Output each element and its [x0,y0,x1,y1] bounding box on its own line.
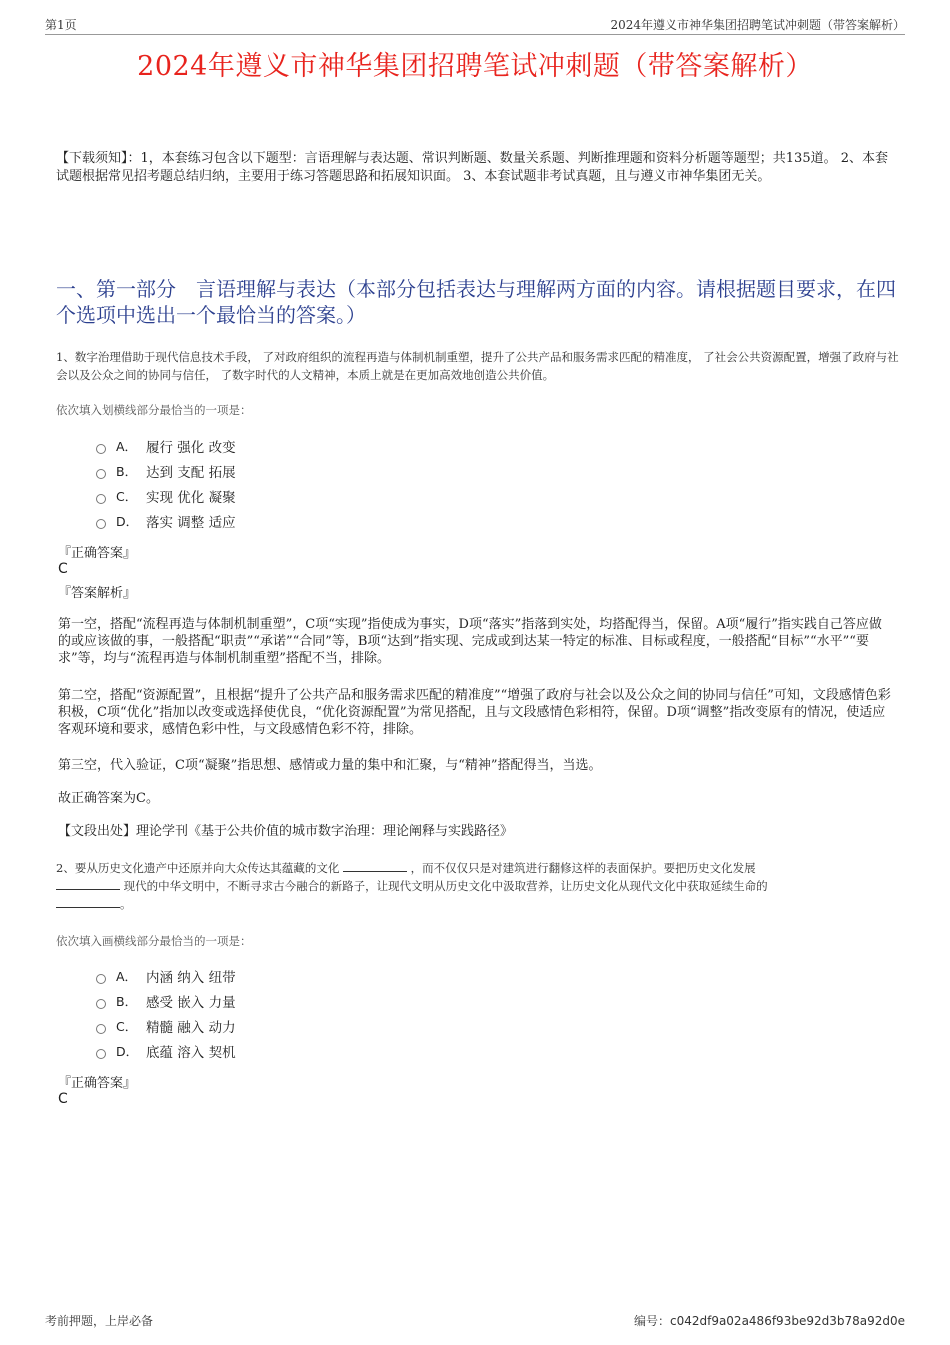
answer-label: 『正确答案』 [58,1076,137,1091]
radio-icon[interactable] [96,494,106,504]
radio-icon[interactable] [96,974,106,984]
analysis-label: 『答案解析』 [58,586,137,601]
radio-icon[interactable] [96,444,106,454]
analysis-conclusion: 故正确答案为C。 [58,791,159,806]
radio-icon[interactable] [96,1049,106,1059]
radio-icon[interactable] [96,1024,106,1034]
download-notice: 【下载须知】：1，本套练习包含以下题型：言语理解与表达题、常识判断题、数量关系题、判断推理题和资料分析题等题型；共135道。 2、本套试题根据常见招考题总结归纳，主要用于练习答题思路和拓展知识面。 3、本套试题非考试真题，且与遵义市神华集团无关。 [56,151,888,184]
analysis-paragraph-2: 第二空，搭配“资源配置”，且根据“提升了公共产品和服务需求匹配的精准度”“增强了政府与社会以及公众之间的协同与信任”可知，文段感情色彩积极，C项“优化”指加以改变或选择使优良，“优化资源配置”为常见搭配，且与文段感情色彩相符，保留。D项“调整”指改变原有的情况，使适应客观环境和要求，感情色彩中性，与文段感情色彩不符，排除。 [58,688,891,737]
document-title: 2024年遵义市神华集团招聘笔试冲刺题（带答案解析） [137,51,813,82]
question-2-stem: 2、要从历史文化遗产中还原并向大众传达其蕴藏的文化 ，而不仅仅只是对建筑进行翻修这样的表面保护。要把历史文化发展 现代的中华文明中，不断寻求古今融合的新路子，让现代文明从历史文化中汲取营养，让历史文化从现代文化中获取延续生命的 。 [56,861,768,911]
document-code: 编号：c042df9a02a486f93be92d3b78a92d0e [633,1314,905,1328]
fill-blank [56,895,120,908]
analysis-paragraph-1: 第一空，搭配“流程再造与体制机制重塑”，C项“实现”指使成为事实，D项“落实”指落到实处，均搭配得当，保留。A项“履行”指实践自己答应做的或应该做的事，一般搭配“职责”“承诺”“合同”等，B项“达到”指实现、完成或到达某一特定的标准、目标或程度，一般搭配“目标”“水平”“要求”等，均与“流程再造与体制机制重塑”搭配不当，排除。 [58,617,882,666]
question-2-options [96,963,236,1063]
option-a[interactable]: A． 内涵 纳入 纽带 [96,963,236,988]
fill-blank [343,859,407,872]
option-b[interactable]: B． 达到 支配 拓展 [96,458,236,483]
page-number: 第1页 [45,18,77,32]
option-a[interactable]: A． 履行 强化 改变 [96,433,236,458]
answer-label: 『正确答案』 [58,546,137,561]
option-d[interactable]: D． 落实 调整 适应 [96,508,236,533]
answer-value: C [58,1091,68,1107]
section-heading: 一、第一部分 言语理解与表达（本部分包括表达与理解两方面的内容。请根据题目要求，在四个选项中选出一个最恰当的答案。） [56,277,896,327]
answer-value: C [58,561,68,577]
question-2-hint: 依次填入画横线部分最恰当的一项是： [56,934,252,948]
question-1-options [96,433,236,533]
option-c[interactable]: C． 实现 优化 凝聚 [96,483,236,508]
question-1-hint: 依次填入划横线部分最恰当的一项是： [56,403,252,417]
passage-source: 【文段出处】理论学刊《基于公共价值的城市数字治理：理论阐释与实践路径》 [58,824,514,839]
question-1-stem: 1、数字治理借助于现代信息技术手段， 了对政府组织的流程再造与体制机制重塑，提升了公共产品和服务需求匹配的精准度， 了社会公共资源配置，增强了政府与社会以及公众之间的协同与信任， 了数字时代的人文精神，本质上就是在更加高效地创造公共价值。 [56,350,899,382]
header-doc-title: 2024年遵义市神华集团招聘笔试冲刺题（带答案解析） [610,18,905,32]
footer-slogan: 考前押题，上岸必备 [45,1314,154,1328]
page-header [45,14,905,35]
radio-icon[interactable] [96,469,106,479]
fill-blank [56,877,120,890]
radio-icon[interactable] [96,999,106,1009]
option-d[interactable]: D． 底蕴 溶入 契机 [96,1038,236,1063]
option-c[interactable]: C． 精髓 融入 动力 [96,1013,236,1038]
option-b[interactable]: B． 感受 嵌入 力量 [96,988,236,1013]
analysis-paragraph-3: 第三空，代入验证，C项“凝聚”指思想、感情或力量的集中和汇聚，与“精神”搭配得当，当选。 [58,758,602,773]
radio-icon[interactable] [96,519,106,529]
